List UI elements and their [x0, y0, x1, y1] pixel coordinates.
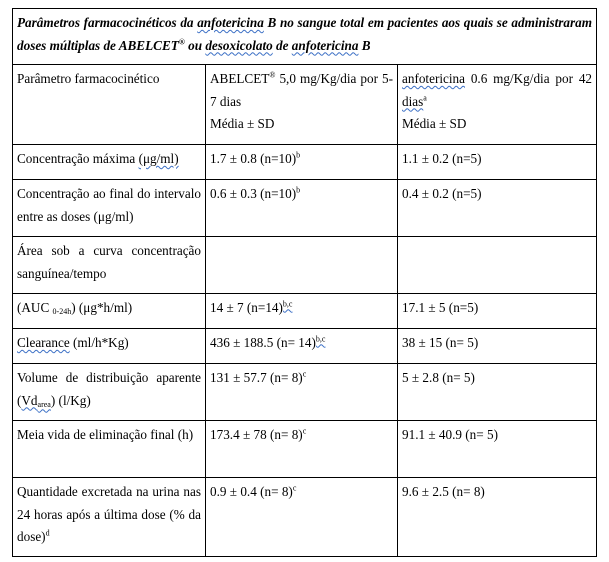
anfo-cell: [398, 329, 597, 364]
anfotericina-days: dias: [402, 93, 424, 109]
footnote-mark: d: [45, 528, 50, 538]
footnote-mark: c: [292, 483, 297, 493]
abelcet-value: 131 ± 57.7 (n= 8): [210, 370, 303, 385]
anfo-cell: [398, 180, 597, 237]
abelcet-cell: [206, 478, 398, 557]
anfotericina-stat-label: Média ± SD: [402, 116, 467, 131]
param-text: Clearance: [17, 335, 70, 350]
abelcet-value: 14 ± 7 (n=14): [210, 300, 283, 315]
anfo-cell: [398, 478, 597, 557]
param-text: (AUC: [17, 300, 53, 315]
param-cell: [13, 237, 206, 294]
anfo-value: 1.1 ± 0.2 (n=5): [402, 151, 482, 166]
param-text: Concentração máxima: [17, 151, 139, 166]
footnote-mark: b,c: [282, 299, 293, 309]
anfo-value: 17.1 ± 5 (n=5): [402, 300, 479, 315]
anfotericina-dose: 0.6 mg/Kg/dia por 42: [464, 71, 593, 86]
anfo-cell: [398, 145, 597, 180]
abelcet-stat-label: Média ± SD: [210, 116, 275, 131]
abelcet-brand: ABELCET: [210, 71, 270, 86]
footnote-mark: b: [296, 150, 301, 160]
param-text: Área sob a curva concentração sanguínea/tempo: [17, 243, 201, 281]
abelcet-value: 436 ± 188.5 (n= 14): [210, 335, 316, 350]
table-row: [13, 329, 597, 364]
anfo-cell: [398, 294, 597, 329]
header-parameter-label: Parâmetro farmacocinético: [17, 71, 160, 86]
param-cell: [13, 180, 206, 237]
abelcet-value: 173.4 ± 78 (n= 8): [210, 427, 303, 442]
table-row: [13, 478, 597, 557]
footnote-mark: c: [302, 426, 307, 436]
table-header-row: [13, 65, 597, 145]
table-row: [13, 421, 597, 478]
footnote-mark: a: [423, 93, 427, 103]
param-cell: [13, 294, 206, 329]
param-cell: [13, 145, 206, 180]
title-text: B: [358, 37, 371, 53]
footnote-mark: b: [296, 185, 301, 195]
anfo-cell: [398, 364, 597, 421]
abelcet-cell: [206, 180, 398, 237]
table-title: [13, 9, 597, 65]
abelcet-value: 1.7 ± 0.8 (n=10): [210, 151, 297, 166]
abelcet-cell: [206, 145, 398, 180]
table-row: [13, 364, 597, 421]
abelcet-dose: 5,0 mg/Kg/dia por 5-7 dias: [210, 71, 393, 109]
footnote-mark: b,c: [315, 334, 326, 344]
param-subscript: 0-24h: [52, 307, 72, 316]
abelcet-cell: [206, 329, 398, 364]
title-desoxicolato: desoxicolato: [205, 37, 273, 53]
anfotericina-name: anfotericina: [402, 71, 465, 86]
header-abelcet: [206, 65, 398, 145]
registered-mark: ®: [269, 70, 276, 80]
title-text: de: [272, 37, 292, 53]
anfo-cell: [398, 237, 597, 294]
anfo-cell: [398, 421, 597, 478]
abelcet-value: 0.6 ± 0.3 (n=10): [210, 186, 297, 201]
abelcet-value: 0.9 ± 0.4 (n= 8): [210, 484, 293, 499]
table-caption-row: [13, 9, 597, 65]
param-unit: ) (μg*h/ml): [71, 300, 133, 315]
param-cell: [13, 329, 206, 364]
anfo-value: 38 ± 15 (n= 5): [402, 335, 479, 350]
abelcet-cell: [206, 364, 398, 421]
footnote-mark: c: [302, 369, 307, 379]
abelcet-cell: [206, 237, 398, 294]
title-text: Parâmetros farmacocinéticos da: [17, 15, 198, 30]
anfo-value: 5 ± 2.8 (n= 5): [402, 370, 475, 385]
header-parameter: [13, 65, 206, 145]
param-text: Volume de distribuição aparente (: [17, 370, 201, 408]
table-row: [13, 180, 597, 237]
param-unit: ) (l/Kg): [50, 392, 91, 408]
param-text: Meia vida de eliminação final (h): [17, 427, 194, 442]
document-page: [12, 8, 596, 557]
anfo-value: 91.1 ± 40.9 (n= 5): [402, 427, 498, 442]
table-row: [13, 294, 597, 329]
param-text: Quantidade excretada na urina nas 24 horas após a última dose (% da dose): [17, 484, 201, 544]
param-vd: Vd: [21, 392, 38, 408]
pharmacokinetics-table: [12, 8, 597, 557]
table-row: [13, 237, 597, 294]
abelcet-cell: [206, 294, 398, 329]
param-cell: [13, 478, 206, 557]
param-unit: (ml/h*Kg): [69, 335, 129, 350]
anfo-value: 9.6 ± 2.5 (n= 8): [402, 484, 485, 499]
param-cell: [13, 421, 206, 478]
title-drug-name: anfotericina: [291, 37, 359, 53]
header-anfotericina: [398, 65, 597, 145]
anfo-value: 0.4 ± 0.2 (n=5): [402, 186, 482, 201]
param-subscript: area: [37, 399, 51, 409]
param-text: Concentração ao final do intervalo entre as doses (μg/ml): [17, 186, 201, 224]
title-drug-name: anfotericina: [197, 15, 264, 30]
param-unit: (μg/ml): [138, 151, 179, 166]
title-text: ou: [184, 37, 206, 53]
registered-mark: ®: [178, 37, 185, 47]
param-cell: [13, 364, 206, 421]
abelcet-cell: [206, 421, 398, 478]
table-row: [13, 145, 597, 180]
title-text: B no sangue total em pacientes aos quais se administraram doses múltiplas de ABELCET: [17, 15, 593, 53]
